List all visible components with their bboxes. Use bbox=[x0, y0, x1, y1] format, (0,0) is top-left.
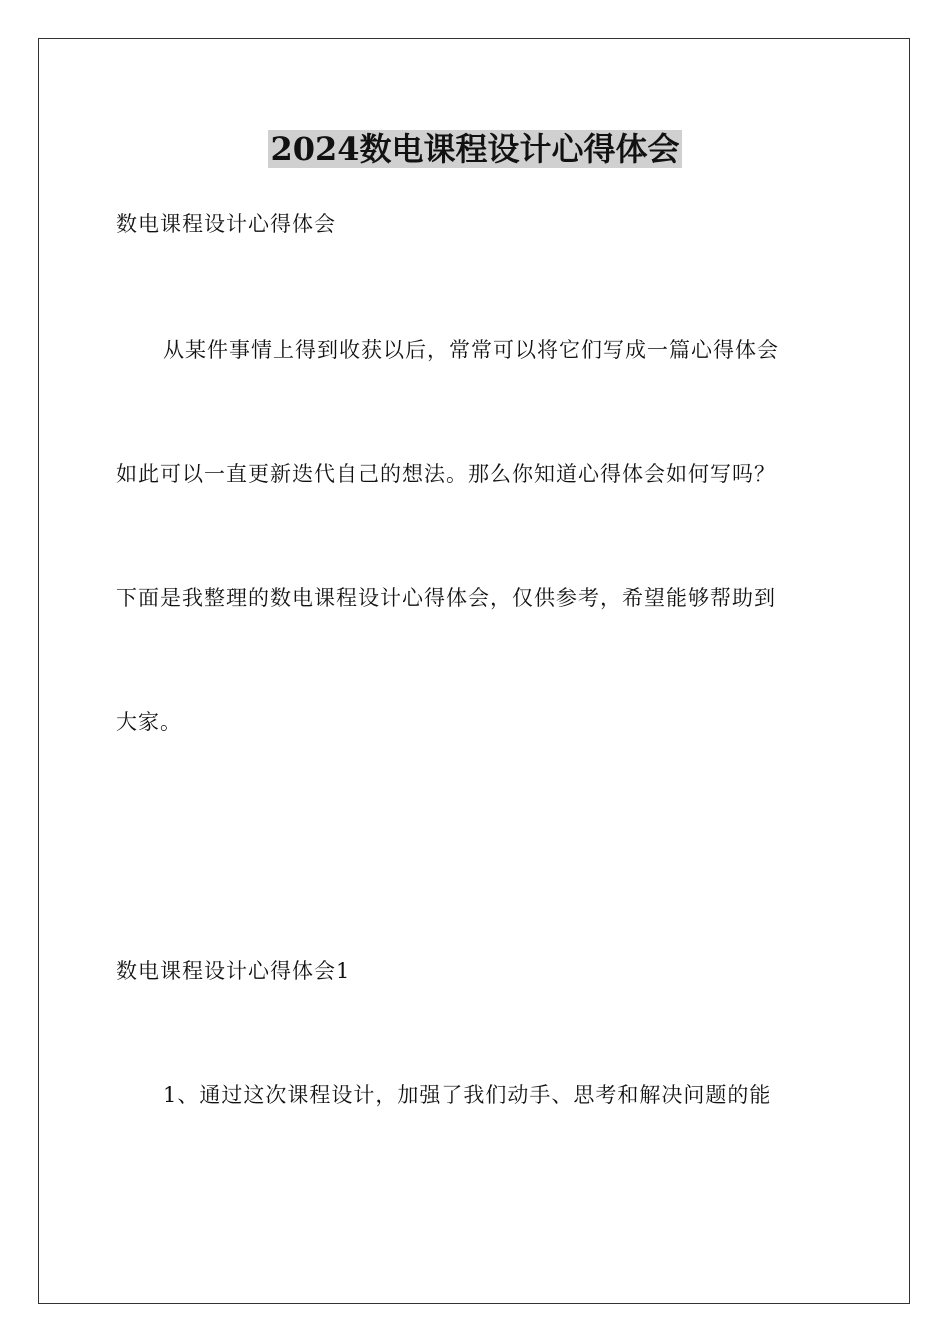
document-title bbox=[0, 127, 950, 171]
document-title-text: 2024数电课程设计心得体会 bbox=[270, 130, 680, 168]
section-heading: 数电课程设计心得体会1 bbox=[116, 959, 351, 983]
intro-line-2: 如此可以一直更新迭代自己的想法。那么你知道心得体会如何写吗？ bbox=[116, 462, 776, 486]
intro-line-4: 大家。 bbox=[116, 710, 182, 734]
intro-line-1: 从某件事情上得到收获以后，常常可以将它们写成一篇心得体会 bbox=[163, 338, 779, 362]
section-paragraph-line-1: 1、通过这次课程设计，加强了我们动手、思考和解决问题的能 bbox=[163, 1083, 772, 1107]
intro-line-3: 下面是我整理的数电课程设计心得体会，仅供参考，希望能够帮助到 bbox=[116, 586, 776, 610]
document-subtitle: 数电课程设计心得体会 bbox=[116, 212, 336, 236]
